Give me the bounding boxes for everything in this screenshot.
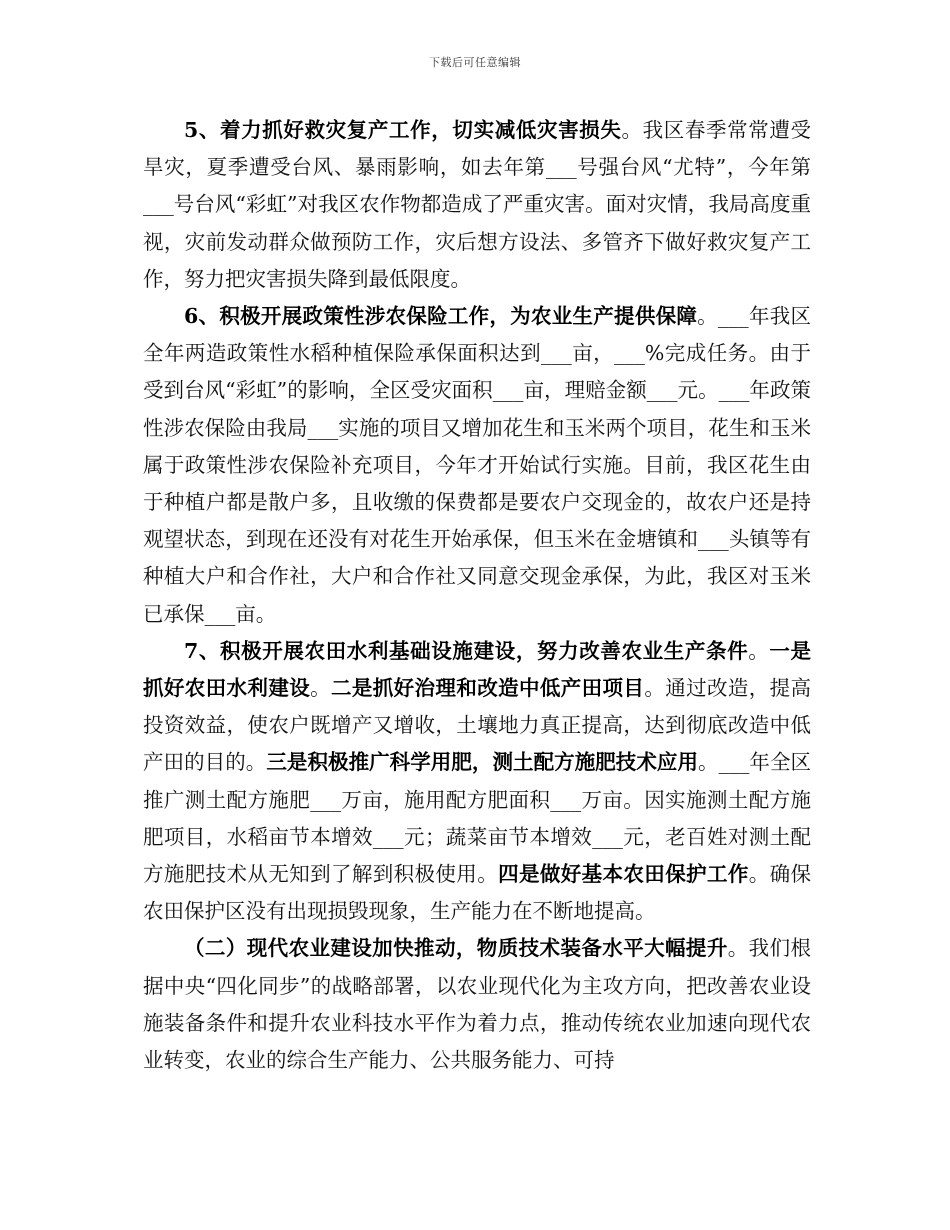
paragraph-7-item-4: 四是做好基本农田保护工作 bbox=[498, 862, 749, 887]
section-2-heading: （二）现代农业建设加快推动，物质技术装备水平大幅提升 bbox=[184, 936, 728, 961]
paragraph-7 bbox=[143, 633, 811, 931]
page-header-note: 下载后可任意编辑 bbox=[429, 56, 521, 69]
paragraph-7-item-3: 三是积极推广科学用肥，测土配方施肥技术应用 bbox=[266, 750, 699, 775]
paragraph-6-heading: 6、积极开展政策性涉农保险工作，为农业生产提供保障 bbox=[184, 304, 698, 329]
section-2-text: 。我们根据中央“四化同步”的战略部署，以农业现代化为主攻方向，把改善农业设施装备条件和提升农业科技水平作为着力点，推动传统农业加速向现代农业转变，农业的综合生产能力、公共服务能力、可持 bbox=[143, 936, 812, 1073]
paragraph-7-text: 。确保农田保护区没有出现损毁现象，生产能力在不断地提高。 bbox=[143, 862, 812, 924]
paragraph-section-2 bbox=[143, 930, 811, 1079]
document-body bbox=[143, 112, 811, 1079]
paragraph-7-item-2: 二是抓好治理和改造中低产田项目 bbox=[331, 676, 645, 701]
paragraph-7-item-1: 一是抓好农田水利建设 bbox=[143, 638, 812, 701]
paragraph-7-text: 。___年全区推广测土配方施肥___万亩，施用配方肥面积___万亩。因实施测土配方施肥项目，水稻亩节本增效___元；蔬菜亩节本增效___元，老百姓对测土配方施肥技术从无知到了解到积极使用。 bbox=[143, 750, 812, 887]
paragraph-6-text: 。___年我区全年两造政策性水稻种植保险承保面积达到___亩，___%完成任务。由于受到台风“彩虹”的影响，全区受灾面积___亩，理赔金额___元。___年政策性涉农保险由我局___实施的项目又增加花生和玉米两个项目，花生和玉米属于政策性涉农保险补充项目，今年才开始试行实施。目前，我区花生由于种植户都是散户多，且收缴的保费都是要农户交现金的，故农户还是持观望状态，到现在还没有对花生开始承保，但玉米在金塘镇和___头镇等有种植大户和合作社，大户和合作社又同意交现金承保，为此，我区对玉米已承保___亩。 bbox=[143, 304, 812, 626]
paragraph-5-heading: 5、着力抓好救灾复产工作，切实减低灾害损失 bbox=[184, 118, 622, 142]
paragraph-7-text: 。 bbox=[310, 676, 331, 701]
paragraph-7-text: 。通过改造，提高投资效益，使农户既增产又增收，土壤地力真正提高，达到彻底改造中低产田的目的。 bbox=[143, 676, 812, 775]
paragraph-5-text: 。我区春季常常遭受旱灾，夏季遭受台风、暴雨影响，如去年第___号强台风“尤特”，今年第___号台风“彩虹”对我区农作物都造成了严重灾害。面对灾情，我局高度重视，灾前发动群众做预防工作，灾后想方设法、多管齐下做好救灾复产工作，努力把灾害损失降到最低限度。 bbox=[143, 118, 811, 291]
paragraph-7-text: 。 bbox=[748, 638, 770, 663]
paragraph-5 bbox=[143, 112, 811, 298]
paragraph-7-heading: 7、积极开展农田水利基础设施建设，努力改善农业生产条件 bbox=[184, 638, 749, 663]
paragraph-6 bbox=[143, 298, 811, 633]
